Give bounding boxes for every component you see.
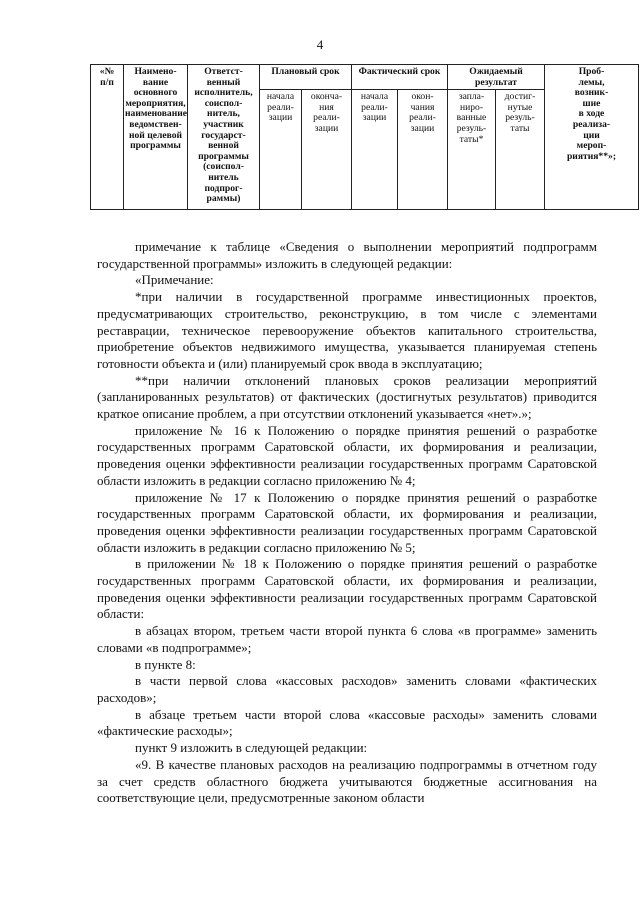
paragraph-item-8: в пункте 8:: [135, 656, 196, 672]
col-planned-start-header: начала реали- зации: [260, 90, 302, 210]
col-number-header: «№ п/п: [91, 65, 124, 210]
paragraph-footnote-1: *при наличии в государственной программе инвестиционных проектов, предусматривающих строительство, реконструкцию, в том числе с элементами реставрации, техническое перевооружение объектов капитального строительства, приобретение объектов недвижимого имущества, указывается планируемая степень готовности объекта и (или) планируемый срок ввода в эксплуатацию;: [97, 289, 597, 371]
paragraph-appendix-17: приложение № 17 к Положению о порядке принятия решений о разработке государственных программ Саратовской области, их формирования и реализации, проведения оценки эффективности реализации государственных программ Саратовской области изложить в редакции согласно приложению № 5;: [97, 489, 597, 555]
col-name-header: Наимено- вание основного мероприятия, наименование ведомствен- ной целевой программы: [124, 65, 188, 210]
paragraph-note-intro: примечание к таблице «Сведения о выполнении мероприятий подпрограмм государственной программы» изложить в следующей редакции:: [97, 239, 597, 271]
paragraph-appendix-18: в приложении № 18 к Положению о порядке принятия решений о разработке государственных программ Саратовской области, их формирования и реализации, проведения оценки эффективности реализации государственных программ Саратовской области:: [97, 556, 597, 622]
col-actual-term-header: Фактический срок: [352, 65, 448, 90]
paragraph-item-9-intro: пункт 9 изложить в следующей редакции:: [135, 740, 368, 756]
col-planned-end-header: оконча- ния реали- зации: [302, 90, 352, 210]
col-problems-header: Проб- лемы, возник- шие в ходе реализа- ции мероп- риятия**»;: [545, 65, 639, 210]
col-expected-planned-header: запла- ниро- ванные резуль- таты*: [448, 90, 496, 210]
col-expected-achieved-header: достиг- нутые резуль- таты: [496, 90, 545, 210]
paragraph-item-8-part-2: в абзаце третьем части второй слова «кассовые расходы» заменить словами «фактические расходы»;: [97, 706, 597, 739]
paragraph-item-9-text: «9. В качестве плановых расходов на реализацию подпрограммы в отчетном году за счет средств областного бюджета учитываются бюджетные ассигнования на соответствующие цели, предусмотренные законом области: [97, 756, 597, 806]
report-table-header: [90, 64, 639, 210]
col-planned-term-header: Плановый срок: [260, 65, 352, 90]
col-executor-header: Ответст- венный исполнитель, соиспол- нитель, участник государст- венной программы (соиспол- нитель подпрог- раммы): [188, 65, 260, 210]
col-actual-start-header: начала реали- зации: [352, 90, 398, 210]
col-expected-result-header: Ожидаемый результат: [448, 65, 545, 90]
document-body: [97, 239, 597, 807]
page-number: 4: [316, 37, 324, 52]
paragraph-item-8-part-1: в части первой слова «кассовых расходов» заменить словами «фактических расходов»;: [97, 673, 597, 705]
paragraph-note-heading: «Примечание:: [135, 272, 214, 288]
paragraph-appendix-16: приложение № 16 к Положению о порядке принятия решений о разработке государственных программ Саратовской области, их формирования и реализации, проведения оценки эффективности реализации государственных программ Саратовской области изложить в редакции согласно приложению № 4;: [97, 422, 597, 488]
paragraph-footnote-2: **при наличии отклонений плановых сроков реализации мероприятий (запланированных результатов) от фактических (достигнутых результатов) приводится краткое описание проблем, а при отсутствии отклонений указывается «нет».»;: [97, 372, 597, 422]
paragraph-item-6: в абзацах втором, третьем части второй пункта 6 слова «в программе» заменить словами «в подпрограмме»;: [97, 623, 597, 655]
col-actual-end-header: окон- чания реали- зации: [398, 90, 448, 210]
